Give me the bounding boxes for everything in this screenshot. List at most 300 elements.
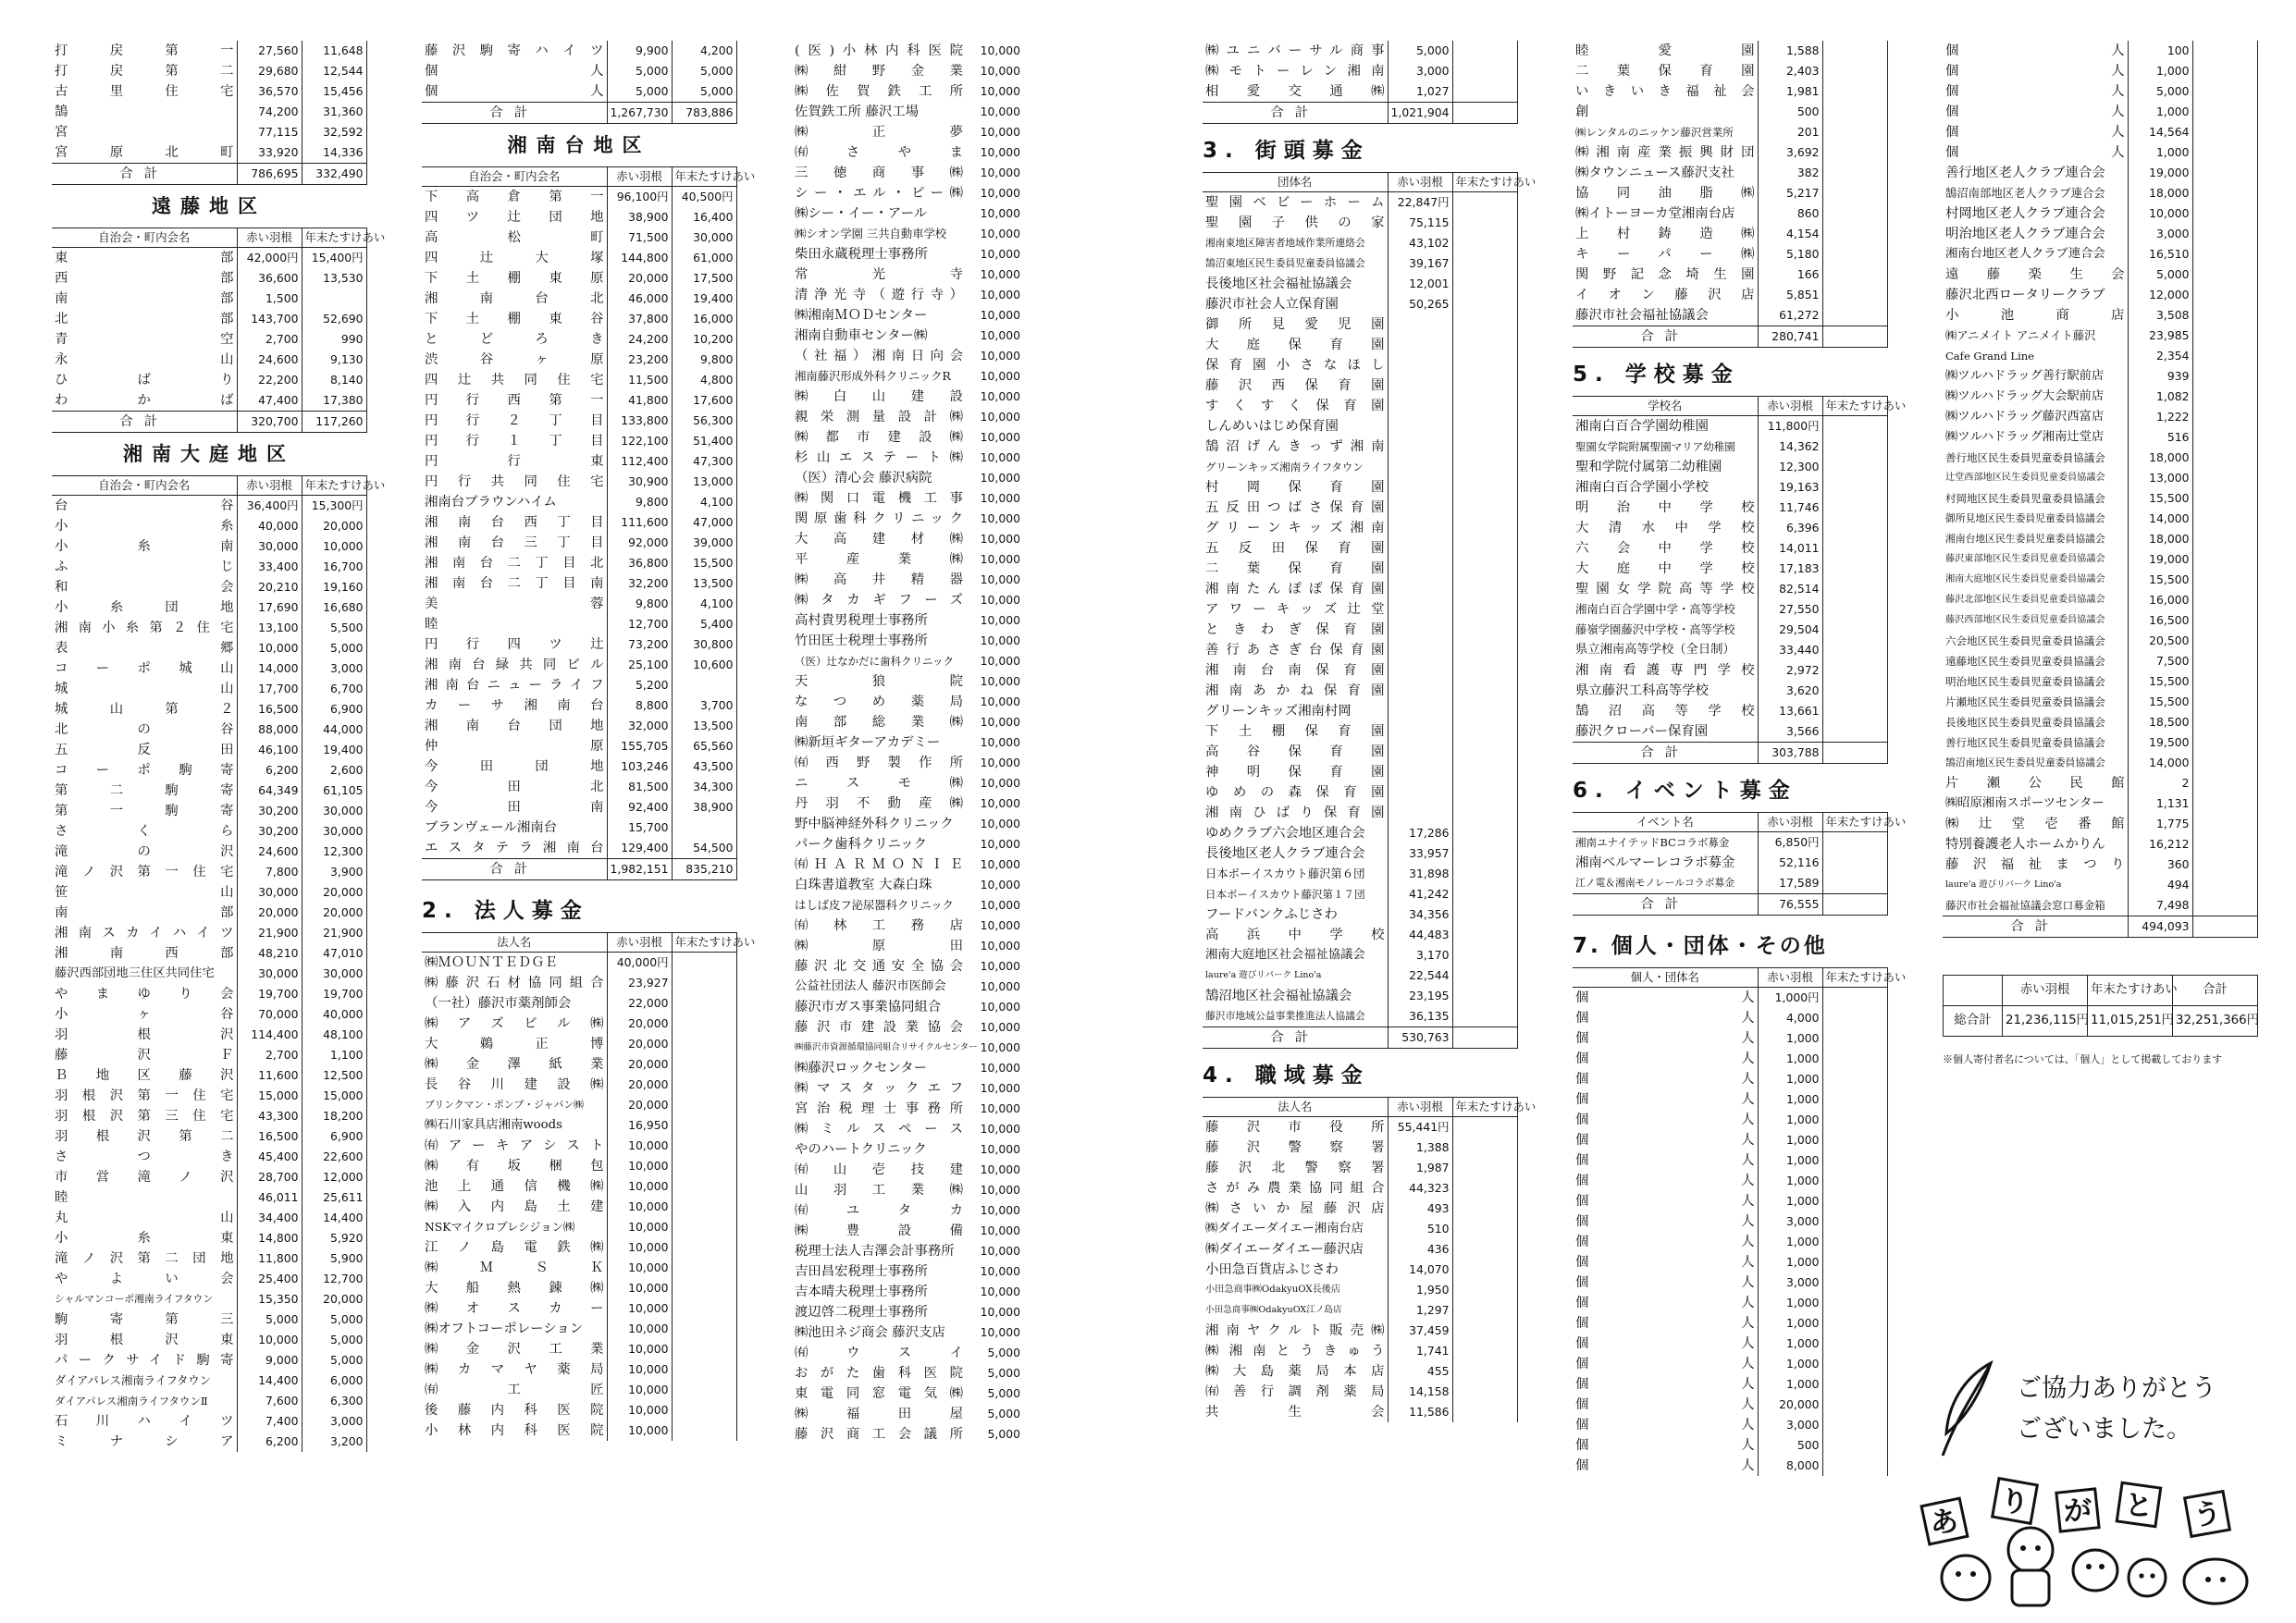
red-feather-amount: 11,746 [1758,498,1822,518]
table-row [792,651,1023,671]
year-end-amount [1452,986,1517,1006]
year-end-amount [1822,1171,1887,1191]
table-row [1573,305,1887,326]
row-name: 小糸東 [55,1231,234,1246]
red-feather-amount: 44,483 [1388,925,1452,945]
table-row [1943,549,2257,570]
total-row [422,859,736,880]
row-name: 大鵜正博 [425,1037,604,1051]
row-name: 城山 [55,682,234,696]
row-name: 聖和学院付属第二幼稚園 [1575,460,1722,474]
row-name: 羽根沢第一住宅 [55,1088,234,1103]
table-row [1203,945,1517,965]
red-feather-amount: 1,131 [2128,793,2192,814]
table-row [1203,335,1517,355]
table-row [1573,681,1887,701]
table-row [52,350,366,370]
table-row [52,1289,366,1309]
table-row [1573,1150,1887,1171]
row-name: 個人 [1575,1153,1755,1168]
year-end-amount [1452,1219,1517,1239]
table-row [422,777,736,797]
table-row [1943,224,2257,244]
table-row [792,81,1023,102]
red-feather-amount: 27,550 [1758,599,1822,620]
row-name: さつき [55,1150,234,1164]
red-feather-amount: 10,000 [980,572,1020,586]
row-name: ㈱関口電機工事 [795,491,963,506]
red-feather-amount [1388,375,1452,396]
row-name: 渋谷ヶ原 [425,352,604,367]
table-row [1573,640,1887,660]
row-name: なつめ薬局 [795,695,963,709]
table-row [1943,488,2257,509]
red-feather-amount: 10,000 [980,613,1020,627]
year-end-amount [1822,579,1887,599]
row-name: 西部 [55,271,234,286]
year-end-amount [2192,448,2257,468]
row-name: 明治中学校 [1575,500,1755,515]
table-row [792,41,1023,61]
table-row [52,41,366,61]
row-name: 個人 [1575,1092,1755,1107]
table-row [1573,1191,1887,1211]
table-row [1573,518,1887,538]
table-row [422,634,736,655]
red-feather-amount: 14,000 [2128,509,2192,529]
table-row [792,610,1023,631]
row-name: 個人 [1575,1357,1755,1371]
red-feather-amount: 1,950 [1388,1280,1452,1300]
grand-total-header-blank [1944,976,2003,1006]
year-end-amount: 6,900 [302,699,366,719]
year-end-amount [1452,904,1517,925]
year-end-amount [2192,712,2257,732]
row-name: ㈲西野製作所 [795,756,963,770]
total-year-end [1822,743,1887,764]
row-name: ㈱タウンニュース藤沢支社 [1575,166,1734,180]
red-feather-amount: 10,000 [980,84,1020,98]
row-name: 湘南大庭地区社会福祉協議会 [1205,948,1365,962]
row-name: 藤沢西保育園 [1205,378,1385,393]
year-end-amount: 8,140 [302,370,366,390]
row-name: 御所見地区民生委員児童委員協議会 [1945,512,2105,524]
table-header-row [1573,813,1887,832]
row-name: 四辻大塚 [425,251,604,265]
row-name: ㈱藤沢市資源循環協同組合リサイクルセンター [795,1042,978,1052]
column-header: 自治会・町内会名 [52,228,237,248]
year-end-amount [1452,640,1517,660]
table-row [422,675,736,695]
year-end-amount: 19,700 [302,984,366,1004]
row-name: パークサイド駒寄 [55,1353,234,1368]
total-row [1943,916,2257,938]
table-row [1573,1273,1887,1293]
red-feather-amount: 10,000 [607,1197,672,1217]
year-end-amount [1822,559,1887,579]
table-row [1573,203,1887,224]
table-row [422,227,736,248]
row-name: ㈱有坂梱包 [425,1159,604,1174]
red-feather-amount: 1,000 [1758,1110,1822,1130]
table-row [792,529,1023,549]
row-name: ㈱湘南産業振興財団 [1575,145,1755,160]
year-end-amount [1452,579,1517,599]
row-name: 滝ノ沢第一住宅 [55,865,234,879]
red-feather-amount: 1,000 [1758,1374,1822,1395]
table-row [1573,1395,1887,1415]
year-end-amount [1822,1273,1887,1293]
red-feather-amount: 18,000 [2128,529,2192,549]
row-name: グリーンキッズ湘南 [1205,521,1385,535]
red-feather-amount: 28,700 [237,1167,302,1187]
year-end-amount [672,1136,736,1156]
year-end-amount [2192,102,2257,122]
year-end-amount [1822,1191,1887,1211]
red-feather-amount: 1,000 [1758,1089,1822,1110]
year-end-amount: 30,000 [302,821,366,842]
row-name: 藤沢市ガス事業協同組合 [795,1000,942,1014]
year-end-amount: 12,000 [302,1167,366,1187]
red-feather-amount: 5,000 [987,1407,1020,1420]
red-feather-amount: 10,000 [980,674,1020,688]
year-end-amount [1452,803,1517,823]
row-name: 関原歯科クリニック [795,511,963,526]
red-feather-amount: 36,135 [1388,1006,1452,1027]
row-name: 湘南白百合学園幼稚園 [1575,419,1709,434]
row-name: 円行四ツ辻 [425,637,604,652]
row-name: 円行１丁目 [425,434,604,449]
red-feather-amount: 5,217 [1758,183,1822,203]
year-end-amount: 34,300 [672,777,736,797]
row-name: 高浜中学校 [1205,928,1385,942]
year-end-amount: 11,648 [302,41,366,61]
row-name: 湘南台団地 [425,719,604,733]
red-feather-amount: 1,000 [1758,1028,1822,1049]
red-feather-amount: 5,000 [987,1346,1020,1359]
row-name: 小林内科医院 [425,1423,604,1438]
table-row [1203,294,1517,314]
red-feather-amount: 16,212 [2128,834,2192,855]
table-row [1203,355,1517,375]
year-end-amount: 52,690 [302,309,366,329]
row-name: 杉山エステート㈱ [795,450,963,465]
individual-section-title: 7. 個人・団体・その他 [1573,934,1828,958]
row-name: NSKマイクロプレシジョン㈱ [425,1221,575,1234]
row-name: 小田急百貨店ふじさわ [1205,1262,1339,1277]
red-feather-amount: 2,972 [1758,660,1822,681]
row-name: ㈱ツルハドラッグ大会駅前店 [1945,389,2105,403]
column-header: 団体名 [1203,173,1388,192]
row-name: 善行地区民生委員児童委員協議会 [1945,451,2105,464]
red-feather-amount: 10,000 [980,1162,1020,1176]
total-label: 合計 [52,164,237,185]
year-end-amount [2192,224,2257,244]
year-end-amount [1452,375,1517,396]
row-name: 特別養護老人ホームかりん [1945,837,2105,852]
row-name: 藤嶺学園藤沢中学校・高等学校 [1575,623,1735,636]
row-name: 二葉保育園 [1205,561,1385,576]
year-end-amount [1822,988,1887,1009]
row-name: 藤沢西部団地三住区共同住宅 [55,966,215,980]
row-name: 湘南藤沢形成外科クリニックR [795,370,951,383]
table-header-row [1203,173,1517,192]
year-end-amount: 16,400 [672,207,736,227]
red-feather-amount: 10,000 [980,288,1020,301]
year-end-amount [1822,832,1887,854]
row-name: 個人 [1575,1418,1755,1432]
row-name: 藤沢北西ロータリークラブ [1945,288,2105,302]
year-end-amount [1452,477,1517,498]
row-name: 個人 [1575,1133,1755,1148]
red-feather-amount: 5,000 [2128,264,2192,285]
table-row [52,268,366,289]
red-feather-amount: 10,000 [980,145,1020,159]
red-feather-amount: 42,000円 [237,248,302,269]
row-name: ミナシア [55,1434,234,1449]
red-feather-amount: 18,000 [2128,183,2192,203]
row-name: ㈲ＨＡＲＭＯＮＩＥ [795,857,963,872]
red-feather-amount: 30,900 [607,472,672,492]
red-feather-amount: 30,200 [237,821,302,842]
row-name: 湘南あかね保育園 [1205,683,1385,698]
table-row [1573,1089,1887,1110]
red-feather-amount: 1,000 [1758,1049,1822,1069]
table-row [422,838,736,859]
row-name: ㈱金沢工業 [425,1342,604,1357]
row-name: 関野記念埼生園 [1575,267,1755,282]
red-feather-amount [1388,640,1452,660]
year-end-amount [1452,1280,1517,1300]
table-row [52,1147,366,1167]
year-end-amount: 65,560 [672,736,736,756]
table-row [52,1350,366,1371]
table-row [52,1269,366,1289]
red-feather-amount: 1,000 [2128,61,2192,81]
table-row [1943,244,2257,264]
row-name: ㈲林工務店 [795,918,963,933]
table-row [1203,1300,1517,1321]
table-row [1943,651,2257,671]
table-row [422,1217,736,1237]
year-end-amount [2192,753,2257,773]
table-row [52,658,366,679]
row-name: 藤沢北交通安全協会 [795,959,963,974]
row-name: 和会 [55,580,234,595]
year-end-amount [1822,599,1887,620]
column-header: 赤い羽根 [607,167,672,187]
table-header-row [422,167,736,187]
row-name: 湘南台ニューライフ [425,678,604,693]
row-name: ㈱湘南ＭＯＤセンター [795,308,928,323]
table-row [422,1176,736,1197]
row-name: 日本ボーイスカウト藤沢第６団 [1205,867,1365,880]
row-name: ㈱ＭＯＵＮＴＥＤＧＥ [425,955,558,970]
row-name: キーパー㈱ [1575,247,1755,262]
row-name: 藤沢警察署 [1205,1140,1385,1155]
table-row [422,187,736,208]
table-row [792,1221,1023,1241]
column-header: 年末たすけあい [302,476,366,496]
red-feather-amount: 1,981 [1758,81,1822,102]
total-row [1573,743,1887,764]
table-row [792,448,1023,468]
red-feather-amount: 19,163 [1758,477,1822,498]
table-row [792,1302,1023,1322]
table-row [1203,1239,1517,1260]
table-row [1943,732,2257,753]
row-name: 個人 [1575,1194,1755,1209]
red-feather-amount: 129,400 [607,838,672,859]
red-feather-amount: 39,167 [1388,253,1452,274]
red-feather-amount: 14,000 [237,658,302,679]
year-end-amount [1452,762,1517,782]
red-feather-amount: 1,500 [237,289,302,309]
year-end-amount [2192,488,2257,509]
row-name: 丸山 [55,1211,234,1225]
red-feather-amount: 7,600 [237,1391,302,1411]
row-name: 辻堂西部地区民生委員児童委員協議会 [1945,473,2105,483]
table-row [52,309,366,329]
table-row [792,875,1023,895]
year-end-amount: 15,300円 [302,496,366,517]
red-feather-amount: 14,158 [1388,1382,1452,1402]
red-feather-amount: 14,400 [237,1371,302,1391]
table-row [792,855,1023,875]
table-row [1203,559,1517,579]
year-end-amount: 39,000 [672,533,736,553]
row-name: しんめいはじめ保育園 [1205,419,1339,434]
row-name: ㈱モトーレン湘南 [1205,64,1385,79]
red-feather-amount: 6,200 [237,1432,302,1452]
column-header: 赤い羽根 [607,933,672,953]
red-feather-amount: 75,115 [1388,213,1452,233]
row-name: 渡辺啓二税理士事務所 [795,1305,928,1320]
year-end-amount [672,1115,736,1136]
year-end-amount [672,1095,736,1115]
red-feather-amount: 15,350 [237,1289,302,1309]
red-feather-amount: 10,000 [980,796,1020,810]
year-end-amount [1822,1456,1887,1476]
table-row [1943,305,2257,326]
red-feather-amount: 25,100 [607,655,672,675]
year-end-amount [1822,1435,1887,1456]
table-row [1573,579,1887,599]
table-row [792,183,1023,203]
row-name: 下土棚東原 [425,271,604,286]
shonan-oba-area-title: 湘南大庭地区 [123,443,295,465]
thanks-line-2: ございました。 [2017,1415,2191,1444]
year-end-amount [2192,61,2257,81]
table-row [792,1038,1023,1058]
table-row [1203,599,1517,620]
total-row [52,412,366,433]
table-row [52,760,366,781]
row-name: 湘南たんぽぽ保育園 [1205,582,1385,596]
year-end-amount [2192,407,2257,427]
table-row [1573,122,1887,142]
red-feather-amount: 22,000 [607,993,672,1014]
table-row [792,1160,1023,1180]
row-name: 鵠沼地区社会福祉協議会 [1205,989,1352,1003]
year-end-amount [1452,1137,1517,1158]
year-end-amount [1822,538,1887,559]
table-row [1943,326,2257,346]
row-name: ふじ [55,559,234,574]
red-feather-amount: 1,222 [2128,407,2192,427]
red-feather-amount: 30,000 [237,964,302,984]
event-section-title: 6. イベント募金 [1573,779,1797,803]
row-name: すくすく保育園 [1205,399,1385,413]
red-feather-amount: 6,850円 [1758,832,1822,854]
year-end-amount [2192,305,2257,326]
row-name: 藤沢市役所 [1205,1120,1385,1135]
red-feather-amount: 10,000 [980,837,1020,851]
table-row [1943,427,2257,448]
year-end-amount: 22,600 [302,1147,366,1167]
red-feather-amount: 41,800 [607,390,672,411]
table-row [792,732,1023,753]
row-name: ㈱都市建設㈱ [795,430,963,445]
red-feather-amount: 23,927 [607,973,672,993]
year-end-amount [672,1217,736,1237]
total-year-end [1822,894,1887,916]
row-name: ㈱高井精器 [795,572,963,587]
red-feather-amount [1388,803,1452,823]
year-end-amount [1822,620,1887,640]
year-end-amount [1452,884,1517,904]
total-label: 合計 [1203,1027,1388,1049]
year-end-amount [2192,366,2257,387]
red-feather-amount: 10,000 [980,410,1020,424]
row-name: 鵠沼高等学校 [1575,704,1755,719]
row-name: 青空 [55,332,234,347]
year-end-amount [672,1380,736,1400]
row-name: パーク歯科クリニック [795,837,928,852]
year-end-amount [672,1034,736,1054]
row-name: 今田北 [425,780,604,794]
row-name: 公益社団法人 藤沢市医師会 [795,979,946,993]
table-row [792,895,1023,916]
red-feather-amount: 5,851 [1758,285,1822,305]
row-name: エスタテラ湘南台 [425,841,604,855]
table-row [792,631,1023,651]
row-name: 湘南看護専門学校 [1575,663,1755,678]
red-feather-amount: 5,000 [987,1386,1020,1400]
row-name: 羽根沢第三住宅 [55,1109,234,1124]
red-feather-amount: 6,396 [1758,518,1822,538]
year-end-amount: 47,300 [672,451,736,472]
table-row [1943,509,2257,529]
red-feather-amount: 10,000 [980,1101,1020,1115]
red-feather-amount: 10,000 [980,532,1020,546]
year-end-amount: 17,380 [302,390,366,412]
year-end-amount [1822,457,1887,477]
shonandai-area-title: 湘南台地区 [507,134,651,156]
table-row [1573,264,1887,285]
red-feather-amount: 10,000 [980,1285,1020,1298]
year-end-amount: 2,600 [302,760,366,781]
table-row [792,570,1023,590]
year-end-amount [2192,81,2257,102]
red-feather-amount: 10,000 [980,695,1020,708]
table-row [1573,873,1887,894]
row-name: 野中脳神経外科クリニック [795,817,954,831]
table-header-row [422,933,736,953]
row-name: 個人 [1575,1458,1755,1473]
row-name: 湘南小糸第２住宅 [55,621,234,635]
year-end-amount [1822,1293,1887,1313]
